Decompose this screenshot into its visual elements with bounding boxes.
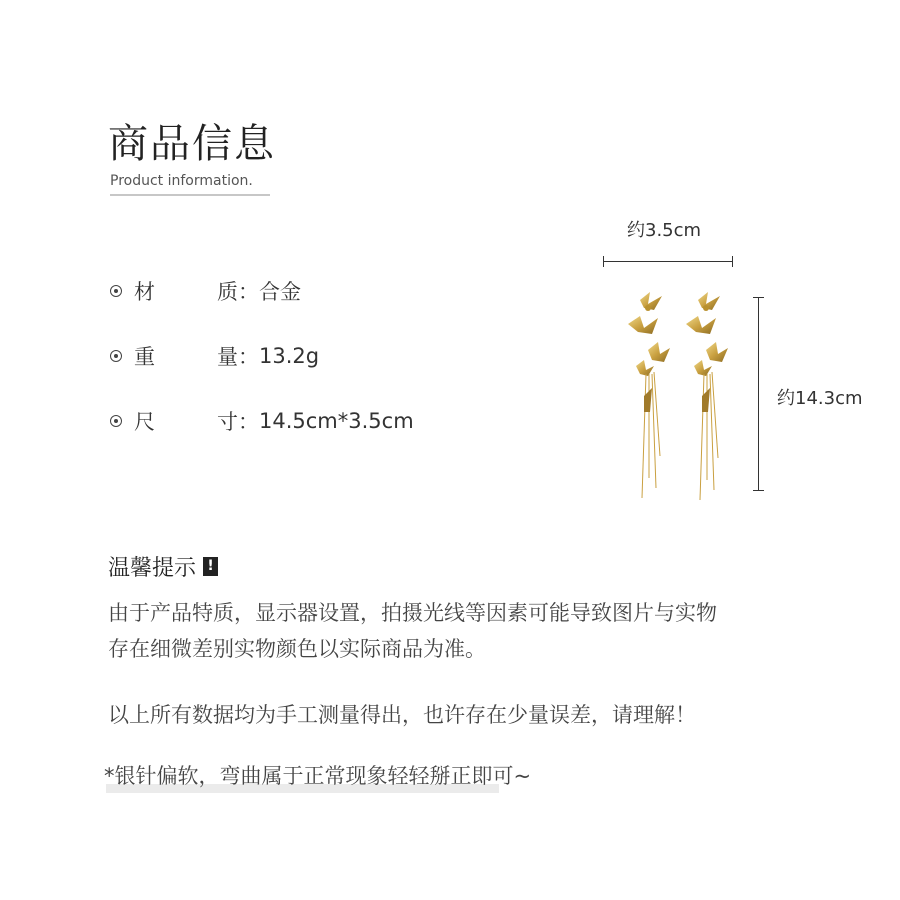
spec-row-material bbox=[110, 276, 301, 306]
spec-label-char: 质 bbox=[217, 280, 238, 304]
earring-left bbox=[628, 292, 670, 498]
height-dimension-label: 约14.3cm bbox=[777, 388, 863, 409]
notice-title-text: 温馨提示 bbox=[108, 556, 197, 581]
exclamation-icon: ! bbox=[203, 557, 218, 576]
width-dimension-line bbox=[603, 261, 733, 262]
spec-separator: ： bbox=[238, 345, 259, 369]
width-dimension-cap bbox=[732, 256, 733, 267]
page-title: 商品信息 bbox=[108, 121, 276, 167]
spec-value: 13.2g bbox=[259, 344, 320, 368]
spec-row-size bbox=[110, 406, 414, 436]
spec-label-char: 材 bbox=[134, 280, 155, 304]
spec-label-char: 重 bbox=[134, 345, 155, 369]
spec-label bbox=[134, 341, 238, 371]
notice-note bbox=[104, 760, 531, 790]
page-subtitle: Product information. bbox=[110, 173, 253, 189]
bullet-icon bbox=[110, 285, 122, 297]
width-dimension-label: 约3.5cm bbox=[627, 220, 702, 241]
spec-separator: ： bbox=[238, 280, 259, 304]
spec-label bbox=[134, 406, 238, 436]
notice-paragraph: 以上所有数据均为手工测量得出，也许存在少量误差，请理解！ bbox=[108, 703, 696, 727]
spec-row-weight bbox=[110, 341, 319, 371]
spec-label bbox=[134, 276, 238, 306]
bullet-icon bbox=[110, 415, 122, 427]
height-dimension-cap bbox=[753, 297, 764, 298]
bullet-icon bbox=[110, 350, 122, 362]
notice-title bbox=[108, 551, 218, 582]
spec-value: 14.5cm*3.5cm bbox=[259, 409, 414, 433]
spec-separator: ： bbox=[238, 410, 259, 434]
height-dimension-line bbox=[758, 297, 759, 491]
spec-value: 合金 bbox=[259, 280, 301, 304]
width-dimension-cap bbox=[603, 256, 604, 267]
notice-paragraph-line: 由于产品特质，显示器设置，拍摄光线等因素可能导致图片与实物 bbox=[108, 601, 717, 625]
height-dimension-cap bbox=[753, 490, 764, 491]
subtitle-underline bbox=[110, 194, 270, 196]
product-image bbox=[618, 288, 748, 510]
spec-label-char: 量 bbox=[217, 345, 238, 369]
spec-label-char: 寸 bbox=[217, 410, 238, 434]
spec-label-char: 尺 bbox=[134, 410, 155, 434]
note-text: *银针偏软，弯曲属于正常现象轻轻掰正即可~ bbox=[104, 764, 532, 788]
notice-paragraph-line: 存在细微差别实物颜色以实际商品为准。 bbox=[108, 637, 486, 661]
earring-right bbox=[686, 292, 728, 500]
